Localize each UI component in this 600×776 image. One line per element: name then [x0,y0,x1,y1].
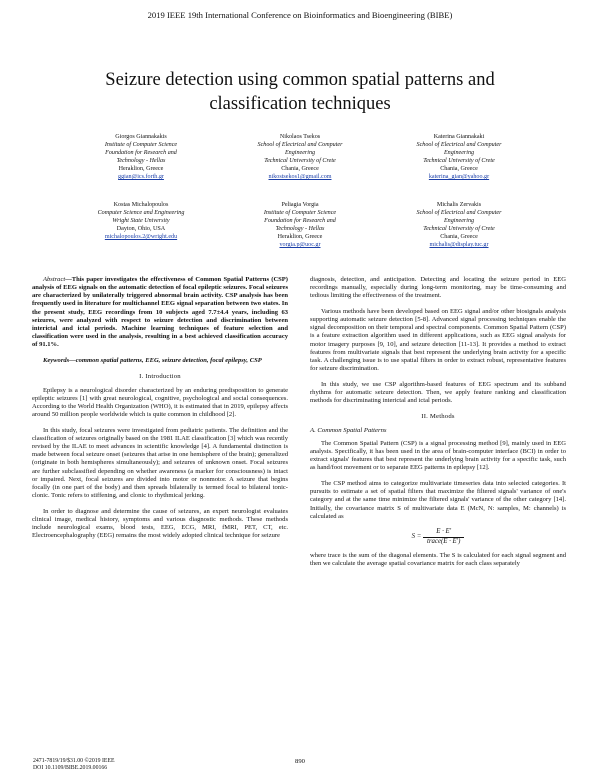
equation-fraction [423,528,464,545]
paper-title: Seizure detection using common spatial patterns and classification techniques [105,70,495,114]
author-affiliation: Foundation for Research and [264,218,336,225]
paragraph: Various methods have been developed based on EEG signal and/or other biosignals analysis supporting automatic seizure detection [5-8]. Advanced signal processing techniques enable the signal decomposition on their temporal and spectral components. Common Spatial Pattern (CSP) is a feature extraction algorithm used in different applications, such as EEG signal analysis for motor imagery purposes [9, 10], and seizure detection [11-13]. It provides a method to extract features from multivariate signals that best represent the underlying brain activity for a specific task. A challenging issue is to use spatial filters in order to extract robust, representative features for seizure discrimination. [310,307,566,373]
author-city: Heraklion, Greece [277,234,323,241]
author-affiliation: Technical University of Crete [423,158,495,165]
conference-header: 2019 IEEE 19th International Conference on Bioinformatics and Bioengineering (BIBE) [147,10,453,20]
author-email[interactable]: vorgia.p@uoc.gr [279,242,321,249]
author-name: Katerina Giannakaki [433,134,485,140]
author-affiliation: School of Electrical and Computer [257,142,343,149]
footer-issn: 2471-7819/19/$31.00 ©2019 IEEE [33,758,115,764]
abstract-text: —This paper investigates the effectiveness of Common Spatial Patterns (CSP) analysis of EEG signals on the automatic detection of focal epileptic seizures. Focal seizures are characterized by unilaterally triggered abnormal brain activity. CSP analysis has been frequently used in literature for multichannel EEG signal separation between two states. In the present study, EEG recordings from 10 subjects aged 7.7±4.4 years, including 63 seizures, were analyzed with respect to seizure detection and discrimination between interictal and ictal periods. Machine learning techniques of feature selection and classification were used in the analysis, resulting in a best achieved classification accuracy of 91.1%. [32,276,288,349]
author-email[interactable]: katerina_gian@yahoo.gr [428,174,490,181]
abstract [32,276,288,349]
author-city: Chania, Greece [281,166,319,173]
abstract-lead: Abstract [43,276,66,283]
author-city: Dayton, Ohio, USA [116,226,166,233]
author-affiliation: Computer Science and Engineering [97,210,185,217]
author-name: Giorgos Giannakakis [115,134,167,140]
author-affiliation: Foundation for Research and [105,150,177,157]
paragraph: The CSP method aims to categorize multivariate timeseries data into selected categories. It pursuits to estimate a set of spatial filters that maximize the filtered signals' variance of one's category and at the same time minimize the filtered signals' variance of the other category [14]. Initially, the covariance matrix S of multivariate data E (McN, N: samples, M: channels) is calculated as [310,480,566,520]
subsection-heading: A. Common Spatial Patterns [310,426,387,434]
author-email[interactable]: michalopoulos.2@wright.edu [104,234,178,241]
paragraph: In this study, we use CSP algorithm-based features of EEG spectrum and its subband rhythms for automatic seizure detection. Then, we apply feature ranking and classification methods for discriminating interictal and ictal periods. [310,380,566,405]
paragraph: In this study, focal seizures were investigated from pediatric patients. The definition and the classification of seizures originally based on the 1981 ILAE classification [3] which was recently revised by the ILAE to meet advances in scientific knowledge [4]. A fundamental distinction is made between focal seizure onset (seizures that arise in one hemisphere of the brain); generalized (originate in both hemispheres simultaneously); and seizures of unknown onset. Focal seizures are further subclassified depending on whether awareness (a marker for consciousness) is intact or impaired. Next, focal seizures are divided into motor or nonmotor. A seizure that begins focally (in one part of the body) and then spreads bilaterally is termed focal to bilateral tonic-clonic. Tonic refers to stiffening, and clonic to rhythmical jerking. [32,426,288,500]
author-name: Peliagia Vorgia [281,202,319,208]
section-heading: I. Introduction [139,372,181,380]
author-block [225,133,375,182]
equation-lhs: S = [411,533,422,541]
author-affiliation: School of Electrical and Computer [416,142,502,149]
author-name: Michalis Zervakis [436,202,482,208]
paragraph: In order to diagnose and determine the cause of seizures, an expert neurologist evaluates clinical image, medical history, symptoms and various diagnostic methods. These methods include neurological exams, blood tests, EEG, ECG, MRI, fMRI, PET, CT, etc. Electroencephalography (EEG) remains the most widely adopted clinical technique for seizure [32,507,288,540]
author-city: Chania, Greece [440,234,478,241]
left-column [32,276,288,548]
page-number: 890 [295,758,305,765]
paragraph: The Common Spatial Pattern (CSP) is a signal processing method [9], mainly used in EEG analysis. Specifically, it has been used in the area of brain-computer interface (BCI) in order to extract signals' features that best represent the underlying brain activity for a specific task, such as hand/foot movement or to separate EEG patterns in epilepsy [12]. [310,440,566,472]
equation [310,528,566,545]
author-name: Kostas Michalopoulos [113,202,169,208]
keywords: Keywords—common spatial patterns, EEG, seizure detection, focal epilepsy, CSP [43,356,262,364]
paragraph: Epilepsy is a neurological disorder characterized by an enduring predisposition to generate epileptic seizures [1] with great neurological, cognitive, psychological and social consequences. According to the World Health Organization (WHO), it is estimated that in 2019, epilepsy affects around 50 million people worldwide which is quite common in childhood [2]. [32,386,288,419]
paragraph: where trace is the sum of the diagonal elements. The S is calculated for each signal segment and then we calculate the average spatial covariance matrix for each class separately [310,551,566,567]
author-block [384,201,534,250]
author-name: Nikolaos Tsekos [279,134,321,140]
right-column [310,276,566,576]
author-affiliation: School of Electrical and Computer [416,210,502,217]
section-heading: II. Methods [421,412,455,420]
author-block [66,133,216,182]
author-affiliation: Institute of Computer Science [263,210,337,217]
author-city: Chania, Greece [440,166,478,173]
author-email[interactable]: ggian@ics.forth.gr [118,174,164,181]
author-email[interactable]: nikostsekos1@gmail.com [268,174,332,181]
author-block [384,133,534,182]
footer-doi: DOI 10.1109/BIBE.2019.00166 [33,765,108,771]
author-affiliation: Institute of Computer Science [104,142,178,149]
author-affiliation: Technical University of Crete [264,158,336,165]
author-affiliation: Engineering [443,150,475,157]
author-affiliation: Technology - Hellas [116,158,166,165]
author-affiliation: Engineering [284,150,316,157]
author-city: Heraklion, Greece [118,166,164,173]
author-block [66,201,216,241]
equation-denominator: trace(E · E′) [427,537,461,545]
author-affiliation: Technology - Hellas [275,226,325,233]
author-block [225,201,375,250]
author-affiliation: Engineering [443,218,475,225]
equation-numerator: E · E′ [423,528,464,537]
author-email[interactable]: michalis@display.tuc.gr [429,242,489,249]
author-affiliation: Technical University of Crete [423,226,495,233]
paragraph: diagnosis, detection, and anticipation. Detecting and locating the seizure period in EEG recordings manually, especially during long-term monitoring, may be time-consuming and tedious limiting the effectiveness of the treatment. [310,276,566,300]
author-affiliation: Wright State University [112,218,170,225]
